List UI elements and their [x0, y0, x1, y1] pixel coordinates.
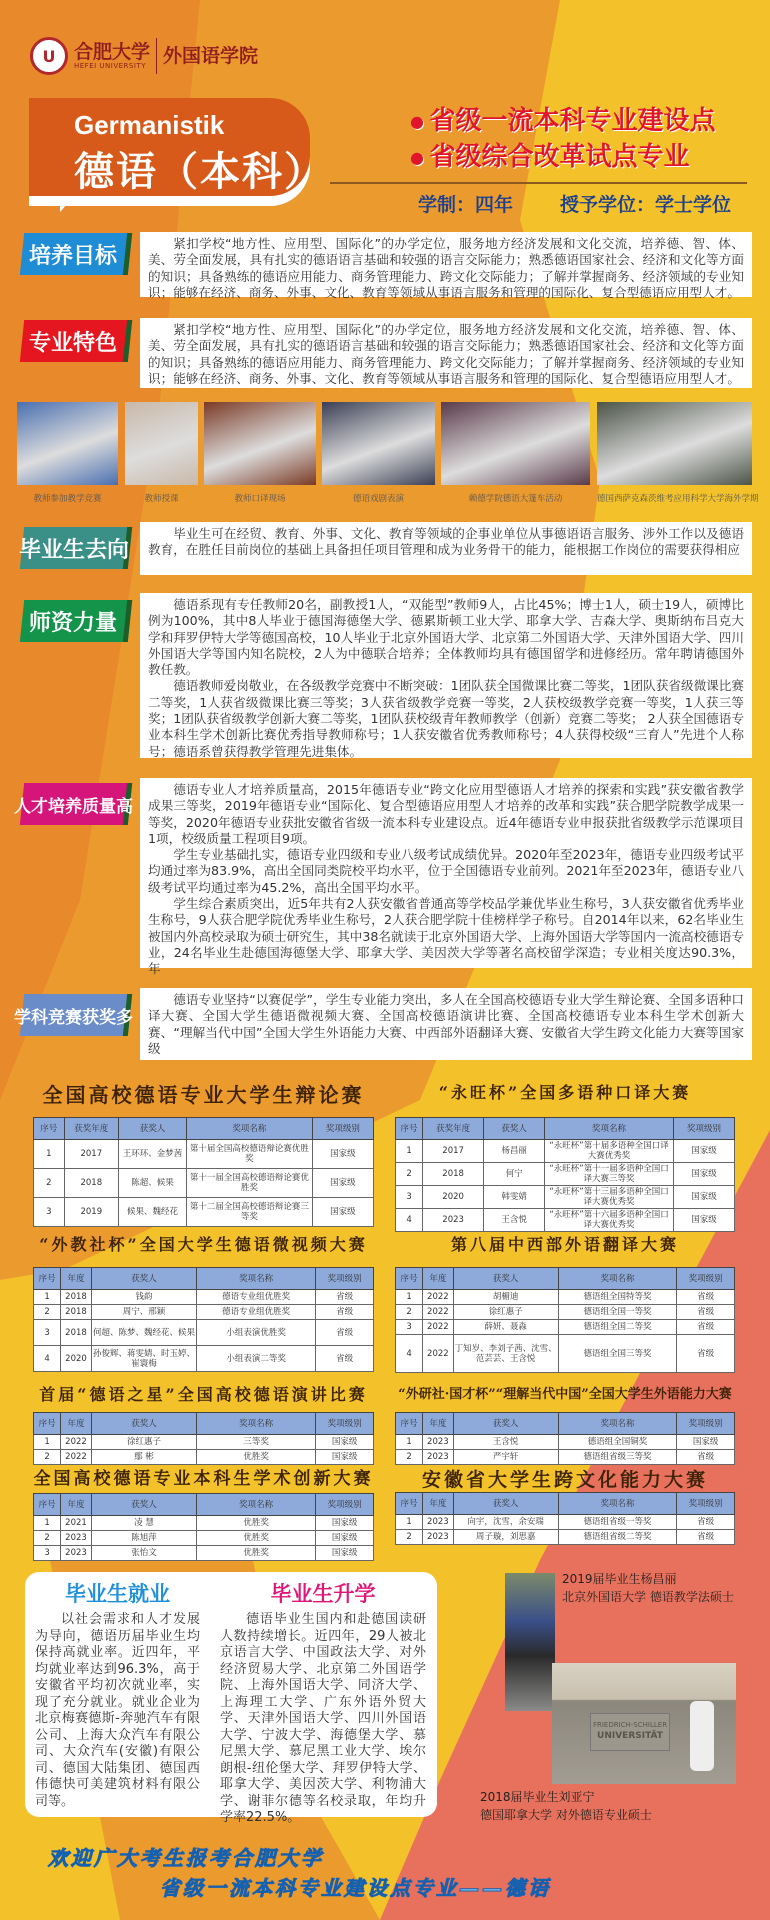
highlight-1: ● 省级一流本科专业建设点	[410, 106, 716, 137]
section-paragraph: 毕业生可在经贸、教育、外事、文化、教育等领域的企事业单位从事德语语言服务、涉外工作以及德语教育，在胜任目前岗位的基础上具备担任项目管理和成为业务骨干的能力，能根据工作岗位的需要获得相应	[148, 526, 744, 558]
column-header: 奖项级别	[316, 1494, 374, 1516]
section-label	[20, 527, 132, 569]
column-header: 序号	[34, 1118, 65, 1140]
table-row	[396, 1186, 735, 1209]
table-cell: 省级	[316, 1320, 374, 1346]
column-header: 获奖人	[91, 1494, 196, 1516]
alumni-caption-2	[480, 1788, 652, 1824]
table-cell: 2	[396, 1163, 423, 1186]
table-row	[396, 1290, 735, 1305]
table-row	[34, 1435, 374, 1450]
table-cell: 4	[396, 1335, 423, 1373]
table-cell: 国家级	[316, 1516, 374, 1531]
table-cell: 2018	[61, 1290, 92, 1305]
table-cell: 2018	[64, 1169, 118, 1198]
table-cell: 国家级	[673, 1163, 734, 1186]
table-cell: 4	[396, 1209, 423, 1232]
table-cell: 德语组全国铜奖	[558, 1435, 677, 1450]
table-row	[34, 1320, 374, 1346]
logo-divider	[156, 38, 157, 74]
university-name: 合肥大学	[74, 41, 151, 63]
table-cell: 德语组全国二等奖	[558, 1320, 677, 1335]
section-text-box	[140, 232, 752, 300]
column-header: 奖项名称	[186, 1118, 312, 1140]
sign-line-1: FRIEDRICH-SCHILLER	[592, 1721, 668, 1729]
table-cell: 3	[396, 1320, 423, 1335]
table-cell: 2023	[423, 1450, 454, 1465]
table-cell: 德语组全国三等奖	[558, 1335, 677, 1373]
competition-title: 第八届中西部外语翻译大赛	[450, 1235, 679, 1254]
competition-title: “外研社·国才杯”“理解当代中国”全国大学生外语能力大赛	[398, 1387, 732, 1402]
table-row	[34, 1546, 374, 1561]
table-cell: 优胜奖	[197, 1531, 316, 1546]
table-cell: 王环环、金梦茜	[118, 1140, 186, 1169]
employment-text: 以社会需求和人才发展为导向，德语历届毕业生均保持高就业率。近四年，平均就业率达到96.3%，高于安徽省平均初次就业率，实现了充分就业。就业企业为北京梅赛德斯-奔驰汽车有限公司、上海大众汽车有限公司、大众汽车(安徽)有限公司、德国大陆集团、德国西伟德快可美建筑材料有限公司等。	[35, 1612, 200, 1809]
table-row	[396, 1335, 735, 1373]
table-cell: 德语专业组优胜奖	[197, 1290, 316, 1305]
table-cell: 2022	[423, 1290, 454, 1305]
table-cell: 鄢 彬	[91, 1450, 196, 1465]
highlight-2: ● 省级综合改革试点专业	[410, 142, 690, 173]
table-cell: 2022	[423, 1335, 454, 1373]
table-cell: 何宁	[484, 1163, 545, 1186]
table-row	[396, 1320, 735, 1335]
speech-bubble-tail	[60, 196, 80, 212]
table-header-row	[396, 1493, 735, 1515]
photo-caption: 德国西萨克森茨维考应用科学大学海外学期	[597, 494, 759, 504]
table-cell: 省级	[677, 1530, 735, 1545]
column-header: 奖项级别	[673, 1118, 734, 1140]
table-cell: 胡楣迪	[453, 1290, 558, 1305]
column-header: 年度	[423, 1268, 454, 1290]
section-label-text: 人才培养质量高	[14, 796, 133, 817]
table-cell: 省级	[677, 1515, 735, 1530]
table-cell: 2017	[64, 1140, 118, 1169]
column-header: 年度	[423, 1493, 454, 1515]
column-header: 奖项名称	[197, 1268, 316, 1290]
section-label	[20, 600, 132, 642]
table-cell: 德语组省级三等奖	[558, 1450, 677, 1465]
section-paragraph: 德语专业人才培养质量高，2015年德语专业“跨文化应用型德语人才培养的探索和实践”获安徽省教学成果三等奖，2019年德语专业“国际化、复合型德语应用型人才培养的改革和实践”获合肥学院教学成果一等奖，2020年德语专业获批安徽省省级一流本科专业建设点。近4年德语专业申报获批省级教学示范课项目1项，校级质量工程项目9项。	[148, 782, 744, 846]
table-header-row	[34, 1413, 374, 1435]
alumni-2-name: 2018届毕业生刘亚宁	[480, 1790, 595, 1804]
further-study-column	[220, 1578, 426, 1827]
column-header: 获奖年度	[64, 1118, 118, 1140]
table-cell: 1	[396, 1515, 423, 1530]
award-table	[395, 1267, 735, 1373]
table-cell: 2022	[61, 1450, 92, 1465]
table-cell: 1	[396, 1435, 423, 1450]
table-row	[34, 1516, 374, 1531]
table-cell: 省级	[316, 1305, 374, 1320]
employment-column	[35, 1578, 200, 1810]
table-cell: 德语组省级一等奖	[558, 1515, 677, 1530]
table-row	[396, 1140, 735, 1163]
table-cell: 2020	[423, 1186, 484, 1209]
column-header: 获奖人	[453, 1413, 558, 1435]
activity-photo	[17, 402, 118, 485]
table-cell: 省级	[316, 1290, 374, 1305]
column-header: 奖项级别	[312, 1118, 373, 1140]
competition-title: 全国高校德语专业本科生学术创新大赛	[33, 1469, 374, 1489]
award-table	[33, 1117, 374, 1227]
table-cell: 候果、魏经花	[118, 1198, 186, 1227]
table-cell: 2018	[423, 1163, 484, 1186]
employment-title: 毕业生就业	[65, 1582, 170, 1606]
table-cell: 王含悦	[453, 1435, 558, 1450]
activity-photo	[125, 402, 198, 485]
table-cell: 国家级	[316, 1546, 374, 1561]
table-cell: 杨昌丽	[484, 1140, 545, 1163]
table-cell: 第十二届全国高校德语辩论赛三等奖	[186, 1198, 312, 1227]
competition-title: “永旺杯”全国多语种口译大赛	[438, 1083, 692, 1102]
column-header: 奖项名称	[197, 1494, 316, 1516]
table-cell: 3	[34, 1320, 61, 1346]
table-header-row	[396, 1118, 735, 1140]
table-cell: 2	[396, 1450, 423, 1465]
column-header: 年度	[61, 1413, 92, 1435]
program-title-en: Germanistik	[74, 110, 225, 140]
photo-caption: 教师口译现场	[234, 494, 286, 504]
table-header-row	[34, 1268, 374, 1290]
table-cell: 严宇轩	[453, 1450, 558, 1465]
table-row	[396, 1305, 735, 1320]
graduate-outcomes-card	[25, 1572, 437, 1825]
university-logo	[30, 35, 300, 77]
table-cell: 凌 慧	[91, 1516, 196, 1531]
table-cell: 1	[34, 1516, 61, 1531]
section-text-box	[140, 318, 752, 388]
column-header: 奖项级别	[677, 1413, 735, 1435]
table-cell: 向宇，沈雪，余安瑞	[453, 1515, 558, 1530]
table-cell: 第十一届全国高校德语辩论赛优胜奖	[186, 1169, 312, 1198]
table-cell: 徐红惠子	[91, 1435, 196, 1450]
activity-photo	[441, 402, 590, 485]
table-cell: 徐红惠子	[453, 1305, 558, 1320]
table-cell: 三等奖	[197, 1435, 316, 1450]
table-cell: 2	[34, 1305, 61, 1320]
table-row	[396, 1530, 735, 1545]
table-cell: 省级	[677, 1290, 735, 1305]
table-cell: 1	[34, 1290, 61, 1305]
column-header: 获奖人	[91, 1268, 196, 1290]
further-study-text: 德语毕业生国内和赴德国读研人数持续增长。近四年，29人被北京语言大学、中国政法大学、对外经济贸易大学、北京第二外国语学院、上海外国语大学、同济大学、上海理工大学、广东外语外贸大学、天津外国语大学、四川外国语大学、宁波大学、海德堡大学、慕尼黑大学、慕尼黑工业大学、埃尔朗根-纽伦堡大学、拜罗伊特大学、耶拿大学、美因茨大学、利物浦大学、谢菲尔德等名校录取，年均升学率22.5%。	[220, 1612, 426, 1825]
table-cell: 德语组省级二等奖	[558, 1530, 677, 1545]
table-cell: 韩雯婧	[484, 1186, 545, 1209]
table-cell: 孙俊辉、蒋雯婧、时玉婷、崔寰梅	[91, 1346, 196, 1372]
table-cell: 周子璇，刘思嘉	[453, 1530, 558, 1545]
table-cell: 优胜奖	[197, 1516, 316, 1531]
column-header: 年度	[423, 1413, 454, 1435]
column-header: 获奖人	[91, 1413, 196, 1435]
table-cell: 2021	[61, 1516, 92, 1531]
award-table	[33, 1493, 374, 1561]
alumni-2-degree: 德国耶拿大学 对外德语专业硕士	[480, 1808, 652, 1822]
table-cell: 2	[396, 1530, 423, 1545]
section-paragraph: 紧扣学校“地方性、应用型、国际化”的办学定位，服务地方经济发展和文化交流，培养德、智、体、美、劳全面发展，具有扎实的德语语言基础和较强的语言交际能力；熟悉德语国家社会、经济和文化等方面的知识；具备熟练的德语应用能力、商务管理能力、跨文化交际能力；了解并掌握商务、经济领域的专业知识；能够在经济、商务、外事、文化、教育等领域从事语言服务和管理的国际化、复合型德语应用型人才。	[148, 322, 744, 386]
table-row	[396, 1163, 735, 1186]
table-cell: 3	[34, 1198, 65, 1227]
alumni-photo-2	[552, 1663, 736, 1784]
photo-caption: 教师授课	[144, 494, 179, 504]
column-header: 奖项级别	[316, 1413, 374, 1435]
table-cell: 何超、陈梦、魏经花、候果	[91, 1320, 196, 1346]
table-cell: 2	[34, 1169, 65, 1198]
section-text-box	[140, 522, 752, 575]
column-header: 奖项名称	[558, 1413, 677, 1435]
award-table	[395, 1492, 735, 1545]
table-cell: 1	[34, 1435, 61, 1450]
table-row	[396, 1515, 735, 1530]
column-header: 获奖年度	[423, 1118, 484, 1140]
table-cell: 1	[396, 1290, 423, 1305]
university-sign	[590, 1713, 670, 1751]
program-title-badge	[29, 98, 326, 196]
section-label-text: 毕业生去向	[18, 537, 129, 563]
column-header: 年度	[61, 1268, 92, 1290]
column-header: 奖项名称	[545, 1118, 674, 1140]
table-cell: 钱韵	[91, 1290, 196, 1305]
table-cell: 张怡文	[91, 1546, 196, 1561]
section-label-text: 专业特色	[29, 330, 118, 356]
table-cell: 德语组全国一等奖	[558, 1305, 677, 1320]
column-header: 序号	[396, 1493, 423, 1515]
table-row	[396, 1435, 735, 1450]
table-cell: 国家级	[673, 1140, 734, 1163]
alumni-caption-1	[562, 1570, 734, 1606]
competition-title: “外教社杯”全国大学生德语微视频大赛	[39, 1235, 368, 1254]
footer-line-1: 欢迎广大考生报考合肥大学	[48, 1846, 324, 1870]
table-cell: 国家级	[316, 1450, 374, 1465]
table-cell: “永旺杯”第十六届多语种全国口译大赛优秀奖	[545, 1209, 674, 1232]
table-cell: 省级	[677, 1335, 735, 1373]
section-label	[20, 233, 132, 275]
table-cell: 2018	[61, 1305, 92, 1320]
table-cell: “永旺杯”第十一届多语种全国口译大赛三等奖	[545, 1163, 674, 1186]
column-header: 年度	[61, 1494, 92, 1516]
table-cell: 2	[396, 1305, 423, 1320]
competition-title: 首届“德语之星”全国高校德语演讲比赛	[39, 1385, 368, 1404]
table-cell: 德语组全国特等奖	[558, 1290, 677, 1305]
table-cell: 陈旭萍	[91, 1531, 196, 1546]
column-header: 序号	[34, 1413, 61, 1435]
table-cell: 丁知岁、李刘子茜、沈雪、范芸芸、王含悦	[453, 1335, 558, 1373]
table-cell: 2022	[61, 1435, 92, 1450]
table-cell: 2023	[423, 1530, 454, 1545]
column-header: 获奖人	[453, 1268, 558, 1290]
table-cell: 4	[34, 1346, 61, 1372]
table-cell: 2	[34, 1531, 61, 1546]
table-cell: 2	[34, 1450, 61, 1465]
table-cell: 2023	[423, 1209, 484, 1232]
section-label-text: 师资力量	[29, 610, 118, 636]
award-table	[395, 1412, 735, 1465]
column-header: 奖项级别	[316, 1268, 374, 1290]
column-header: 奖项名称	[197, 1413, 316, 1435]
table-cell: 2023	[61, 1531, 92, 1546]
university-seal-icon: U	[30, 37, 68, 75]
section-text-box	[140, 778, 752, 977]
table-cell: 2023	[423, 1515, 454, 1530]
table-cell: 1	[396, 1140, 423, 1163]
column-header: 获奖人	[118, 1118, 186, 1140]
table-cell: 国家级	[312, 1169, 373, 1198]
section-label	[14, 783, 133, 825]
table-row	[34, 1169, 374, 1198]
column-header: 序号	[34, 1268, 61, 1290]
table-cell: 第十届全国高校德语辩论赛优胜奖	[186, 1140, 312, 1169]
table-cell: 省级	[316, 1346, 374, 1372]
table-cell: 1	[34, 1140, 65, 1169]
table-cell: 2017	[423, 1140, 484, 1163]
table-cell: 省级	[677, 1450, 735, 1465]
table-cell: 国家级	[673, 1186, 734, 1209]
table-row	[34, 1305, 374, 1320]
table-cell: 国家级	[673, 1209, 734, 1232]
column-header: 奖项级别	[677, 1493, 735, 1515]
table-cell: 薛妍、聂淼	[453, 1320, 558, 1335]
table-row	[34, 1140, 374, 1169]
competition-title: 全国高校德语专业大学生辩论赛	[42, 1083, 365, 1107]
section-label	[14, 994, 133, 1036]
section-paragraph: 德语教师爱岗敬业，在各级教学竞赛中不断突破：1团队获全国微课比赛二等奖，1团队获省级微课比赛二等奖，1人获省级微课比赛三等奖；3人获省级教学竞赛一等奖，2人获校级教学竞赛一等奖，1人获三等奖；1团队获省级教学创新大赛二等奖，1团队获校级青年教师教学（创新）竞赛二等奖； 2人获全国德语专业本科生学术创新比赛优秀指导教师称号；1人获安徽省优秀教师称号；4人获得校级“三育人”先进个人称号；德语系曾获得教学管理先进集体。	[148, 678, 744, 759]
further-study-title: 毕业生升学	[270, 1582, 376, 1606]
table-row	[34, 1450, 374, 1465]
study-duration: 学制：四年	[418, 194, 514, 216]
footer-line-2: 省级一流本科专业建设点专业——德语	[160, 1876, 551, 1900]
table-row	[34, 1531, 374, 1546]
activity-photo	[322, 402, 435, 485]
table-header-row	[34, 1494, 374, 1516]
table-cell: 3	[34, 1546, 61, 1561]
table-row	[396, 1209, 735, 1232]
university-name-en: HEFEI UNIVERSITY	[74, 62, 146, 70]
table-cell: 2022	[423, 1305, 454, 1320]
table-cell: “永旺杯”第十届多语种全国口译大赛优秀奖	[545, 1140, 674, 1163]
column-header: 序号	[396, 1268, 423, 1290]
photo-caption: 德语戏剧表演	[352, 494, 404, 504]
award-table	[395, 1117, 735, 1232]
section-paragraph: 德语系现有专任教师20名，副教授1人，“双能型”教师9人，占比45%；博士1人，硕士19人，硕博比例为100%，其中8人毕业于德国海德堡大学、德累斯顿工业大学、耶拿大学、吉森大学、奥斯纳布吕克大学和拜罗伊特大学等德国高校，10人毕业于北京外国语大学、北京第二外国语大学、天津外国语大学、四川外国语大学等国内知名院校，2人为中德联合培养；全体教师均具有德国留学和进修经历。常年聘请德国外教任教。	[148, 597, 744, 678]
table-cell: 国家级	[316, 1435, 374, 1450]
alumni-1-name: 2019届毕业生杨昌丽	[562, 1572, 677, 1586]
person-figure	[690, 1701, 714, 1771]
table-row	[396, 1450, 735, 1465]
table-cell: 2022	[423, 1320, 454, 1335]
section-label-text: 培养目标	[29, 243, 118, 269]
column-header: 序号	[34, 1494, 61, 1516]
table-row	[34, 1290, 374, 1305]
sign-line-2: UNIVERSITÄT	[597, 1731, 663, 1741]
table-cell: 国家级	[312, 1198, 373, 1227]
header-divider	[330, 182, 747, 184]
table-cell: 优胜奖	[197, 1450, 316, 1465]
table-cell: 小组表演二等奖	[197, 1346, 316, 1372]
competition-title: 安徽省大学生跨文化能力大赛	[421, 1469, 708, 1491]
table-header-row	[34, 1118, 374, 1140]
table-row	[34, 1198, 374, 1227]
photo-caption: 教师参加教学竞赛	[33, 494, 102, 504]
award-table	[33, 1267, 374, 1372]
section-paragraph: 学生专业基础扎实，德语专业四级和专业八级考试成绩优异。2020年至2023年，德语专业四级考试平均通过率为83.9%，高出全国同类院校平均水平，位于全国德语专业前列。2021年至2023年，德语专业八级考试平均通过率为45.2%，高出全国平均水平。	[148, 847, 744, 895]
table-cell: 小组表演优胜奖	[197, 1320, 316, 1346]
table-cell: 2023	[423, 1435, 454, 1450]
table-cell: “永旺杯”第十三届多语种全国口译大赛优秀奖	[545, 1186, 674, 1209]
column-header: 奖项名称	[558, 1268, 677, 1290]
activity-photo	[597, 402, 752, 485]
table-cell: 国家级	[312, 1140, 373, 1169]
section-text-box	[140, 593, 752, 758]
section-paragraph: 学生综合素质突出，近5年共有2人获安徽省普通高等学校品学兼优毕业生称号，3人获安徽省优秀毕业生称号，9人获合肥学院优秀毕业生称号，2人获合肥学院十佳榜样学子称号。自2014年以来，62名毕业生被国内外高校录取为硕士研究生，其中38名就读于北京外国语大学、上海外国语大学等国内一流高校德语专业，24名毕业生赴德国海德堡大学、耶拿大学、美因茨大学等著名高校留学深造；专业相关度达90.3%，年	[148, 896, 744, 977]
table-cell: 省级	[677, 1320, 735, 1335]
table-cell: 德语专业组优胜奖	[197, 1305, 316, 1320]
table-row	[34, 1346, 374, 1372]
section-text-box	[140, 988, 752, 1060]
table-cell: 2018	[61, 1320, 92, 1346]
table-cell: 3	[396, 1186, 423, 1209]
award-table	[33, 1412, 374, 1465]
column-header: 获奖人	[484, 1118, 545, 1140]
table-cell: 2019	[64, 1198, 118, 1227]
section-label	[20, 320, 132, 362]
section-paragraph: 紧扣学校“地方性、应用型、国际化”的办学定位，服务地方经济发展和文化交流，培养德、智、体、美、劳全面发展，具有扎实的德语语言基础和较强的语言交际能力；熟悉德语国家社会、经济和文化等方面的知识；具备熟练的德语应用能力、商务管理能力、跨文化交际能力；了解并掌握商务、经济领域的专业知识；能够在经济、商务、外事、文化、教育等领域从事语言服务和管理的国际化、复合型德语应用型人才。	[148, 236, 744, 300]
table-cell: 国家级	[316, 1531, 374, 1546]
table-header-row	[396, 1268, 735, 1290]
table-cell: 2020	[61, 1346, 92, 1372]
photo-caption: 赖德学院德语大篷车活动	[468, 494, 563, 504]
section-label-text: 学科竞赛获奖多	[14, 1007, 133, 1028]
alumni-1-degree: 北京外国语大学 德语教学法硕士	[562, 1590, 734, 1604]
column-header: 奖项级别	[677, 1268, 735, 1290]
table-cell: 优胜奖	[197, 1546, 316, 1561]
table-header-row	[396, 1413, 735, 1435]
table-cell: 陈超、候果	[118, 1169, 186, 1198]
column-header: 获奖人	[453, 1493, 558, 1515]
alumni-photo-1	[505, 1573, 555, 1711]
table-cell: 2023	[61, 1546, 92, 1561]
table-cell: 省级	[677, 1305, 735, 1320]
column-header: 序号	[396, 1413, 423, 1435]
table-cell: 周宁、邢颖	[91, 1305, 196, 1320]
table-cell: 王含悦	[484, 1209, 545, 1232]
column-header: 序号	[396, 1118, 423, 1140]
activity-photo	[204, 402, 316, 485]
school-name: 外国语学院	[163, 45, 259, 67]
program-title-cn: 德语（本科）	[74, 149, 326, 195]
section-paragraph: 德语专业坚持“以赛促学”，学生专业能力突出，多人在全国高校德语专业大学生辩论赛、全国多语种口译大赛、全国大学生德语微视频大赛、全国高校德语演讲比赛、全国高校德语专业本科生学术创新大赛、“理解当代中国”全国大学生外语能力大赛、中西部外语翻译大赛、安徽省大学生跨文化能力大赛等国家级	[148, 992, 744, 1056]
table-cell: 国家级	[677, 1435, 735, 1450]
degree-awarded: 授予学位：学士学位	[560, 194, 732, 216]
column-header: 奖项名称	[558, 1493, 677, 1515]
